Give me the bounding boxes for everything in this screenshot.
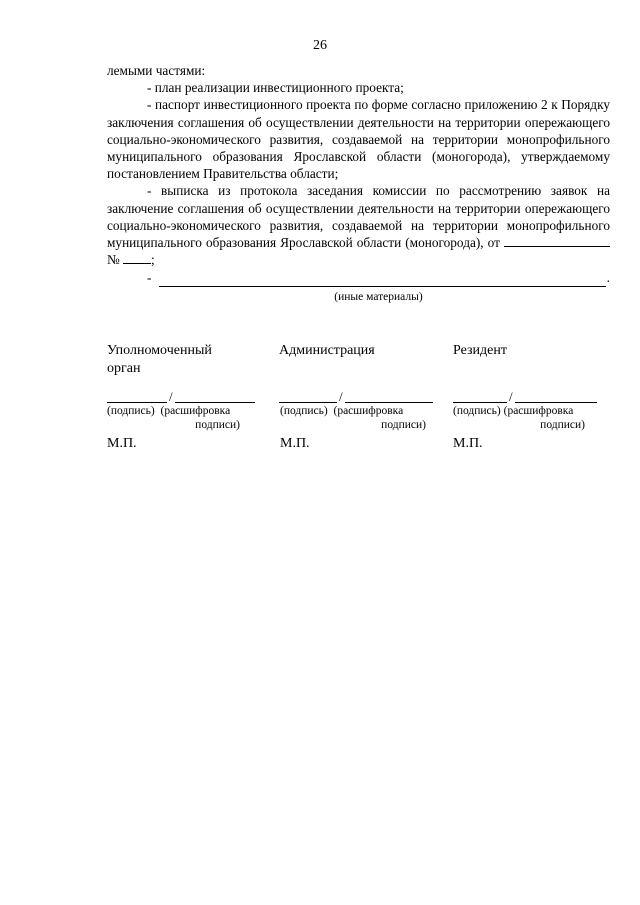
signatory-title: Уполномоченный орган <box>107 343 212 376</box>
signature-blank <box>453 390 507 403</box>
number-sign: № <box>107 252 120 268</box>
decode-blank <box>345 390 433 403</box>
signatory-title: Администрация <box>279 343 375 358</box>
extract-end: ; <box>151 252 155 268</box>
sign-caption: (подпись) <box>107 405 155 417</box>
stamp-place-resident: М.П. <box>453 436 483 451</box>
document-body <box>107 62 610 306</box>
decode-caption-sub: подписи) <box>540 419 585 431</box>
paragraph-extract <box>107 182 610 268</box>
signature-caption-administration <box>280 404 430 432</box>
stamp-place-administration: М.П. <box>280 436 310 451</box>
page-number: 26 <box>313 38 327 53</box>
extract-text: - выписка из протокола заседания комиссии по рассмотрению заявок на заключение соглашения об осуществлении деятельности на территории опережающего социально-экономического развития, создаваемой на территории монопрофильного муниципального образования Ярославской области (моногорода), от <box>107 183 610 251</box>
paragraph-plan: - план реализации инвестиционного проекта; <box>147 80 404 96</box>
signature-line-resident <box>453 390 597 403</box>
date-blank <box>504 234 610 247</box>
sign-caption: (подпись) <box>280 405 328 417</box>
sign-caption: (подпись) <box>453 405 501 417</box>
signature-blank <box>107 390 167 403</box>
decode-caption: (расшифровка <box>333 405 404 417</box>
slash: / <box>339 389 343 404</box>
signatory-administration <box>279 342 439 360</box>
signature-blank <box>279 390 337 403</box>
signature-line-administration <box>279 390 433 403</box>
other-materials-blank <box>159 274 605 287</box>
decode-caption: (расшифровка <box>160 405 231 417</box>
decode-caption-sub: подписи) <box>195 419 240 431</box>
signatory-title: Резидент <box>453 343 507 358</box>
other-materials-line <box>107 269 610 286</box>
signature-caption-resident <box>453 404 603 432</box>
decode-blank <box>515 390 597 403</box>
decode-blank <box>175 390 255 403</box>
other-materials-end: . <box>606 270 610 286</box>
number-blank <box>123 251 151 264</box>
signatory-authorized-body <box>107 342 257 378</box>
signature-caption-authorized-body <box>107 404 257 432</box>
signatory-resident <box>453 342 603 360</box>
other-materials-dash: - <box>147 270 152 286</box>
slash: / <box>509 389 513 404</box>
other-materials-caption: (иные материалы) <box>334 290 423 303</box>
signature-line-authorized-body <box>107 390 255 403</box>
stamp-place-authorized-body: М.П. <box>107 436 137 451</box>
slash: / <box>169 389 173 404</box>
decode-caption: (расшифровка <box>503 405 574 417</box>
paragraph-passport: - паспорт инвестиционного проекта по форме согласно приложению 2 к Порядку заключения соглашения об осуществлении деятельности на территории опережающего социально-экономического развития, создаваемой на территории монопрофильного муниципального образования Ярославской области (моногорода), утверждаемому постановлением Правительства области; <box>107 97 610 182</box>
paragraph-continuation: лемыми частями: <box>107 63 206 78</box>
decode-caption-sub: подписи) <box>381 419 426 431</box>
